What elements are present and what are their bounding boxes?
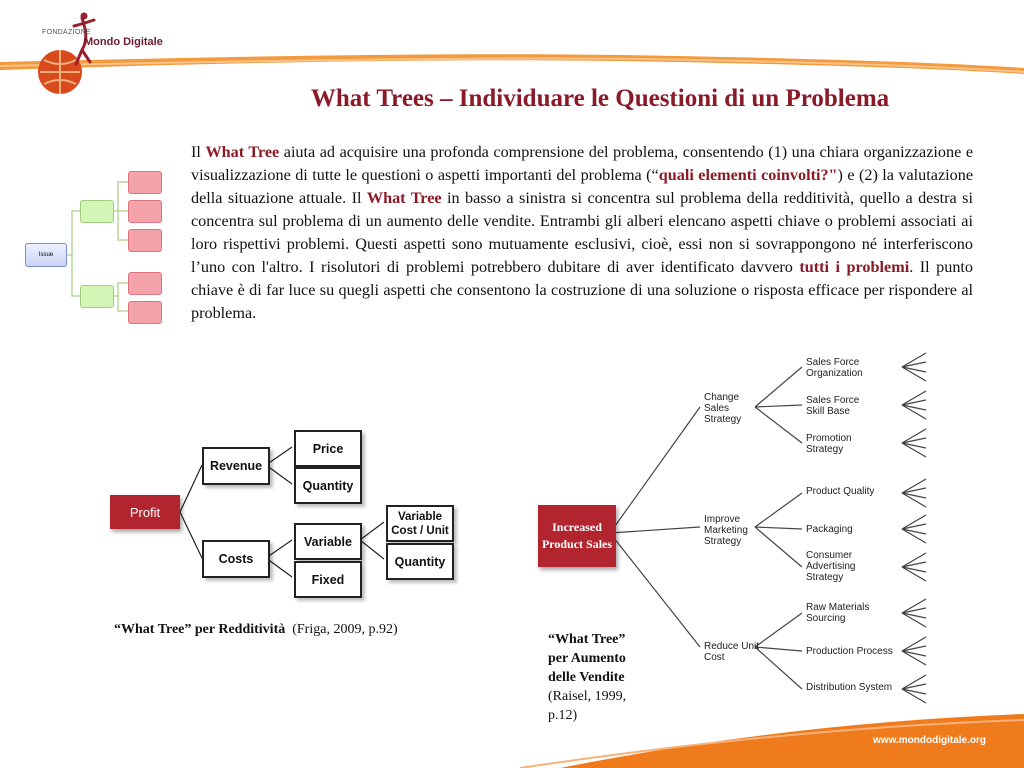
sales-root-node	[538, 505, 616, 567]
branch-label: Reduce Unit Cost	[704, 641, 760, 663]
revenue-label: Revenue	[209, 459, 263, 473]
leaf-label: Distribution System	[806, 682, 893, 693]
leaf-label: Sales Force Skill Base	[806, 395, 860, 417]
para-text: Il	[191, 143, 206, 161]
costs-label: Costs	[218, 552, 254, 566]
caption-ref: (Friga, 2009, p.92)	[292, 622, 398, 637]
fixed-label: Fixed	[311, 572, 345, 587]
branch-label: Improve Marketing Strategy	[704, 514, 748, 547]
mini-tree-root-label: Issue	[38, 252, 54, 258]
mini-tree-branch	[80, 285, 114, 308]
leaf-label: Product Quality	[806, 486, 875, 497]
costs-node	[202, 540, 270, 578]
para-highlight: What Tree	[205, 143, 280, 161]
para-highlight: What Tree	[366, 189, 442, 207]
para-text: ) e (2) la valutazione della situazione attuale. Il	[191, 166, 974, 207]
branch-label: Change Sales Strategy	[704, 392, 742, 425]
mini-tree-leaf	[128, 171, 162, 194]
mini-tree-branch	[80, 200, 114, 223]
mini-issue-tree	[20, 165, 190, 335]
fixed-node	[294, 561, 362, 598]
caption-bold: “What Tree” per Redditività	[114, 622, 286, 637]
variable-cost-unit-label: Variable Cost / Unit	[391, 510, 449, 537]
quantity2-label: Quantity	[394, 554, 446, 569]
para-text: . Il punto chiave è di far luce su quegli aspetti che consentono la costruzione di una soluzione o risposta efficace per rispondere al problema.	[191, 258, 974, 322]
mini-tree-leaf	[128, 229, 162, 252]
profit-tree-caption	[114, 622, 398, 638]
mini-tree-leaf	[128, 272, 162, 295]
caption-bold: “What Tree” per Aumento delle Vendite	[548, 632, 626, 685]
leaf-label: Sales Force Organization	[806, 357, 863, 379]
caption-ref: (Raisel, 1999, p.12)	[548, 689, 627, 723]
variable-cost-unit-node	[386, 505, 454, 542]
logo-small-text: FONDAZIONE	[42, 29, 91, 36]
leaf-label: Production Process	[806, 646, 893, 657]
slide-paragraph	[191, 141, 973, 325]
para-highlight: quali elementi coinvolti?"	[658, 166, 838, 184]
quantity-node	[294, 467, 362, 504]
slide-title: What Trees – Individuare le Questioni di un Problema	[310, 85, 890, 112]
variable-node	[294, 523, 362, 560]
mini-tree-leaf	[128, 301, 162, 324]
revenue-node	[202, 447, 270, 485]
leaf-label: Promotion Strategy	[806, 433, 852, 455]
para-text: aiuta ad acquisire una profonda comprensione del problema, consentendo (1) una chiara organizzazione e visualizzazione di tutte le questioni o aspetti importanti del problema (“	[191, 143, 974, 184]
quantity2-node	[386, 543, 454, 580]
price-node	[294, 430, 362, 467]
leaf-label: Packaging	[806, 524, 853, 535]
para-text: in basso a sinistra si concentra sul problema della redditività, quello a destra si concentra sul problema di un aumento delle vendite. Entrambi gli alberi elencano aspetti chiave o problemi associati ai loro rispettivi problemi. Questi aspetti sono mutuamente esclusivi, cioè, essi non si sovrappongono né interferiscono l’uno con l'altro. I risolutori di problemi potrebbero dubitare di aver identificato davvero	[191, 189, 973, 276]
para-highlight: tutti i problemi	[799, 258, 910, 276]
logo	[30, 10, 150, 100]
footer-swoosh	[0, 700, 1024, 768]
logo-brand-text: Mondo Digitale	[84, 36, 163, 48]
leaf-label: Raw Materials Sourcing	[806, 602, 870, 624]
sales-root-label: Increased Product Sales	[541, 520, 613, 551]
mini-tree-leaf	[128, 200, 162, 223]
variable-label: Variable	[304, 534, 352, 549]
profit-root-label: Profit	[129, 504, 161, 520]
mini-tree-root	[25, 243, 67, 267]
profit-root-node	[110, 495, 180, 529]
price-label: Price	[312, 441, 344, 456]
leaf-label: Consumer Advertising Strategy	[806, 550, 856, 583]
globe-figure-logo-icon	[30, 10, 150, 100]
footer-url: www.mondodigitale.org	[873, 735, 986, 746]
quantity-label: Quantity	[302, 478, 354, 493]
